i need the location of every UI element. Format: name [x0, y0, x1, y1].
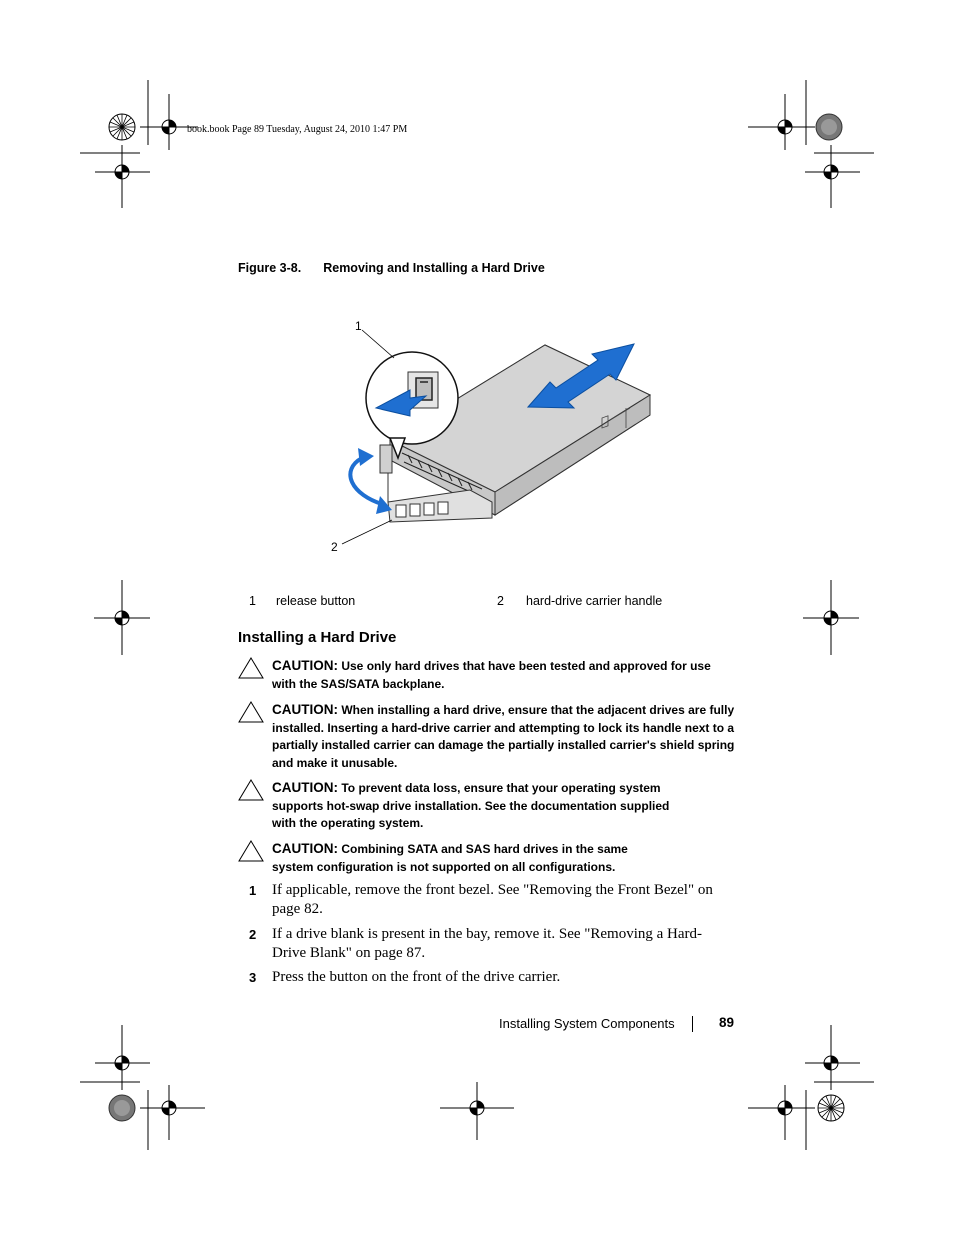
- legend-item-2-number: 2: [497, 594, 504, 608]
- figure-caption: [238, 261, 545, 275]
- callout-1: 1: [355, 319, 362, 333]
- figure-title: Removing and Installing a Hard Drive: [323, 261, 545, 275]
- footer-section-title: Installing System Components: [499, 1016, 675, 1031]
- step-number: 3: [249, 970, 257, 985]
- caution-label: CAUTION:: [272, 780, 338, 795]
- caution-icon: [238, 779, 264, 801]
- caution-2-text: [272, 701, 738, 772]
- legend-item-2-label: hard-drive carrier handle: [526, 594, 663, 608]
- legend-item-1-number: 1: [249, 594, 256, 608]
- caution-label: CAUTION:: [272, 658, 338, 673]
- figure-number: Figure 3-8.: [238, 261, 302, 275]
- step-text: Press the button on the front of the drive carrier.: [272, 969, 561, 985]
- hard-drive-illustration: [330, 310, 670, 560]
- legend-item-1-label: release button: [276, 594, 356, 608]
- caution-4-text: [272, 840, 672, 876]
- page-number: 89: [719, 1015, 735, 1030]
- callout-2: 2: [331, 540, 338, 554]
- step-number: 1: [249, 883, 257, 898]
- caution-icon: [238, 701, 264, 723]
- caution-body: Combining SATA and SAS hard drives in the same system configuration is not supported on all configurations.: [272, 842, 628, 874]
- step-number: 2: [249, 927, 257, 942]
- caution-label: CAUTION:: [272, 841, 338, 856]
- step-text: If applicable, remove the front bezel. See "Removing the Front Bezel" on page 82.: [272, 882, 713, 917]
- caution-body: To prevent data loss, ensure that your operating system supports hot-swap drive installation. See the documentation supplied with the operating system.: [272, 781, 670, 830]
- caution-body: When installing a hard drive, ensure that the adjacent drives are fully installed. Inserting a hard-drive carrier and attempting to lock its handle next to a partially installed carrier can damage the partially installed carrier's shield spring and make it unusable.: [272, 703, 735, 770]
- caution-icon: [238, 840, 264, 862]
- caution-icon: [238, 657, 264, 679]
- section-heading: Installing a Hard Drive: [238, 629, 397, 646]
- caution-1-text: [272, 657, 738, 693]
- step-text: If a drive blank is present in the bay, remove it. See "Removing a Hard-Drive Blank" on page 87.: [272, 926, 703, 961]
- caution-3-text: [272, 779, 672, 833]
- print-header: book.book Page 89 Tuesday, August 24, 2010 1:47 PM: [187, 124, 408, 135]
- caution-label: CAUTION:: [272, 702, 338, 717]
- footer-divider: [692, 1016, 693, 1032]
- caution-body: Use only hard drives that have been tested and approved for use with the SAS/SATA backplane.: [272, 659, 711, 691]
